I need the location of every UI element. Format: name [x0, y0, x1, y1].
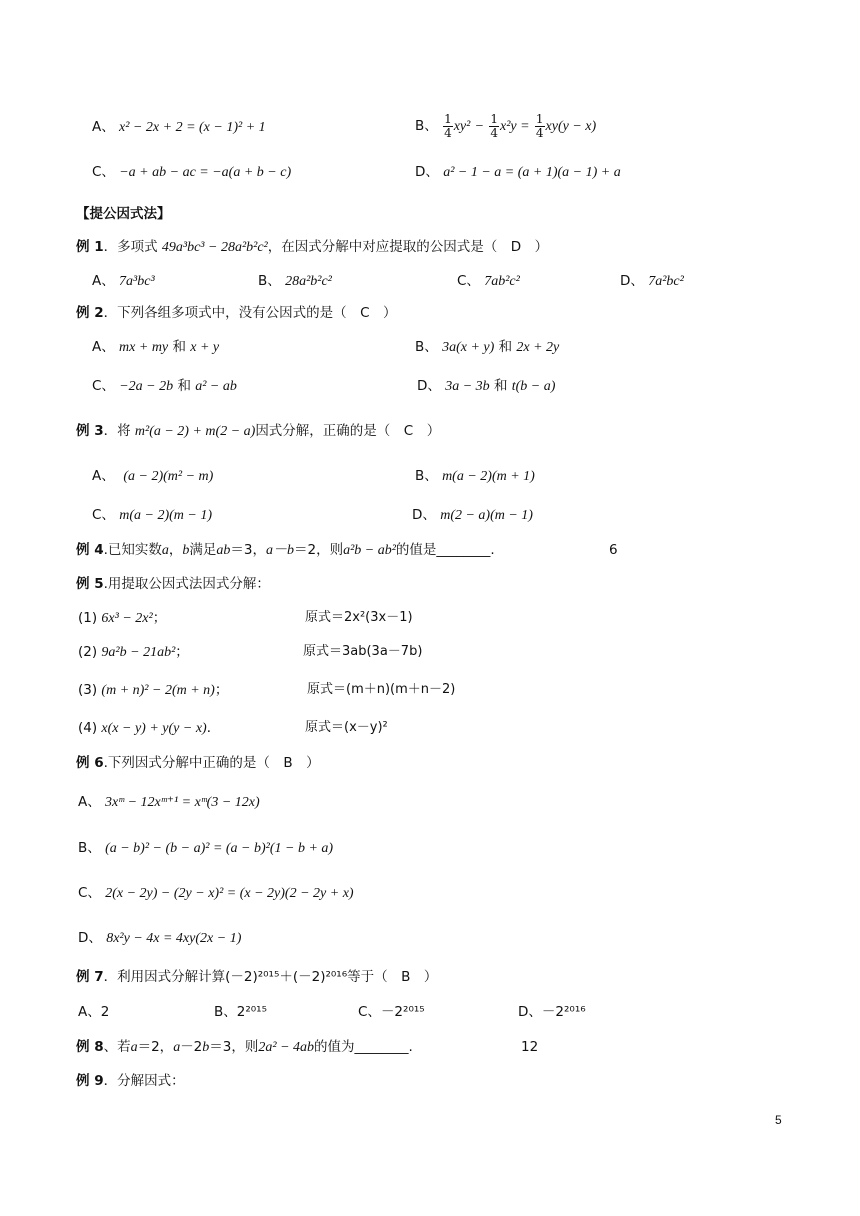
- example-6-option-c: C、 2(x − 2y) − (2y − x)² = (x − 2y)(2 − 2y + x): [78, 885, 354, 901]
- page-number: 5: [775, 1113, 782, 1127]
- example-6-question: 例 6.下列因式分解中正确的是（ B ）: [76, 755, 320, 771]
- example-5-answer-3: 原式＝(m＋n)(m＋n－2): [307, 682, 456, 697]
- example-7-question: 例 7．利用因式分解计算(－2)²⁰¹⁵＋(－2)²⁰¹⁶等于（ B ）: [76, 969, 438, 985]
- example-7-option-d: D、－2²⁰¹⁶: [518, 1004, 586, 1020]
- example-1-option-c: C、 7ab²c²: [457, 273, 520, 289]
- example-8-question: 例 8、若a＝2，a－2b＝3，则2a² − 4ab的值为________.: [76, 1039, 413, 1055]
- example-7-option-b: B、2²⁰¹⁵: [214, 1004, 268, 1020]
- example-2-option-b: B、 3a(x + y) 和 2x + 2y: [415, 339, 560, 355]
- example-1-question: 例 1．多项式 49a³bc³ − 28a²b²c²，在因式分解中对应提取的公因式是（ D ）: [76, 239, 549, 255]
- example-3-option-b: B、 m(a − 2)(m + 1): [415, 468, 535, 484]
- example-5-answer-2: 原式＝3ab(3a－7b): [303, 644, 423, 659]
- example-9-question: 例 9．分解因式：: [76, 1073, 185, 1089]
- example-5-answer-1: 原式＝2x²(3x－1): [305, 610, 413, 625]
- example-1-option-b: B、 28a²b²c²: [258, 273, 332, 289]
- option-d-top: D、 a² − 1 − a = (a + 1)(a − 1) + a: [415, 164, 621, 180]
- fraction: $\frac{1}{4}$: [490, 112, 499, 140]
- example-5-item-1: (1) 6x³ − 2x²；: [78, 610, 167, 626]
- example-5-question: 例 5.用提取公因式法因式分解：: [76, 576, 270, 592]
- fraction: $\frac{1}{4}$: [535, 112, 544, 140]
- example-2-option-a: A、 mx + my 和 x + y: [92, 339, 220, 355]
- example-2-option-d: D、 3a − 3b 和 t(b − a): [417, 378, 556, 394]
- example-3-option-c: C、 m(a − 2)(m − 1): [92, 507, 212, 523]
- example-1-option-a: A、 7a³bc³: [92, 273, 155, 289]
- option-a-expr: x² − 2x + 2 = (x − 1)² + 1: [119, 120, 266, 135]
- example-4-question: 例 4.已知实数a，b满足ab＝3，a－b＝2，则a²b − ab²的值是________.: [76, 542, 495, 558]
- example-7-option-c: C、－2²⁰¹⁵: [358, 1004, 425, 1020]
- example-5-item-3: (3) (m + n)² − 2(m + n)；: [78, 682, 229, 698]
- option-c-top: C、 −a + ab − ac = −a(a + b − c): [92, 164, 292, 180]
- example-3-option-d: D、 m(2 − a)(m − 1): [412, 507, 533, 523]
- option-b-top: B、 $\frac{1}{4}$ xy² − $\frac{1}{4}$ x²y = $\frac{1}{4}$ xy(y − x): [415, 112, 597, 140]
- example-5-answer-4: 原式＝(x－y)²: [305, 720, 388, 735]
- option-a-top: A、 x² − 2x + 2 = (x − 1)² + 1: [92, 119, 266, 135]
- fraction: $\frac{1}{4}$: [444, 112, 452, 140]
- example-6-option-a: A、 3xᵐ − 12xᵐ⁺¹ = xᵐ(3 − 12x): [78, 794, 260, 810]
- example-3-option-a: A、 (a − 2)(m² − m): [92, 468, 214, 484]
- example-3-question: 例 3．将 m²(a − 2) + m(2 − a)因式分解，正确的是（ C ）: [76, 423, 441, 439]
- example-5-item-4: (4) x(x − y) + y(y − x)．: [78, 720, 221, 736]
- example-2-option-c: C、 −2a − 2b 和 a² − ab: [92, 378, 237, 394]
- section-title: 【提公因式法】: [76, 206, 171, 222]
- example-2-question: 例 2．下列各组多项式中，没有公因式的是（ C ）: [76, 305, 397, 321]
- example-7-option-a: A、2: [78, 1004, 110, 1020]
- example-8-answer: 12: [521, 1039, 539, 1055]
- example-6-option-b: B、 (a − b)² − (b − a)² = (a − b)²(1 − b + a): [78, 840, 334, 856]
- example-4-answer: 6: [609, 542, 618, 558]
- example-5-item-2: (2) 9a²b − 21ab²；: [78, 644, 189, 660]
- example-6-option-d: D、 8x²y − 4x = 4xy(2x − 1): [78, 930, 242, 946]
- example-1-option-d: D、 7a²bc²: [620, 273, 684, 289]
